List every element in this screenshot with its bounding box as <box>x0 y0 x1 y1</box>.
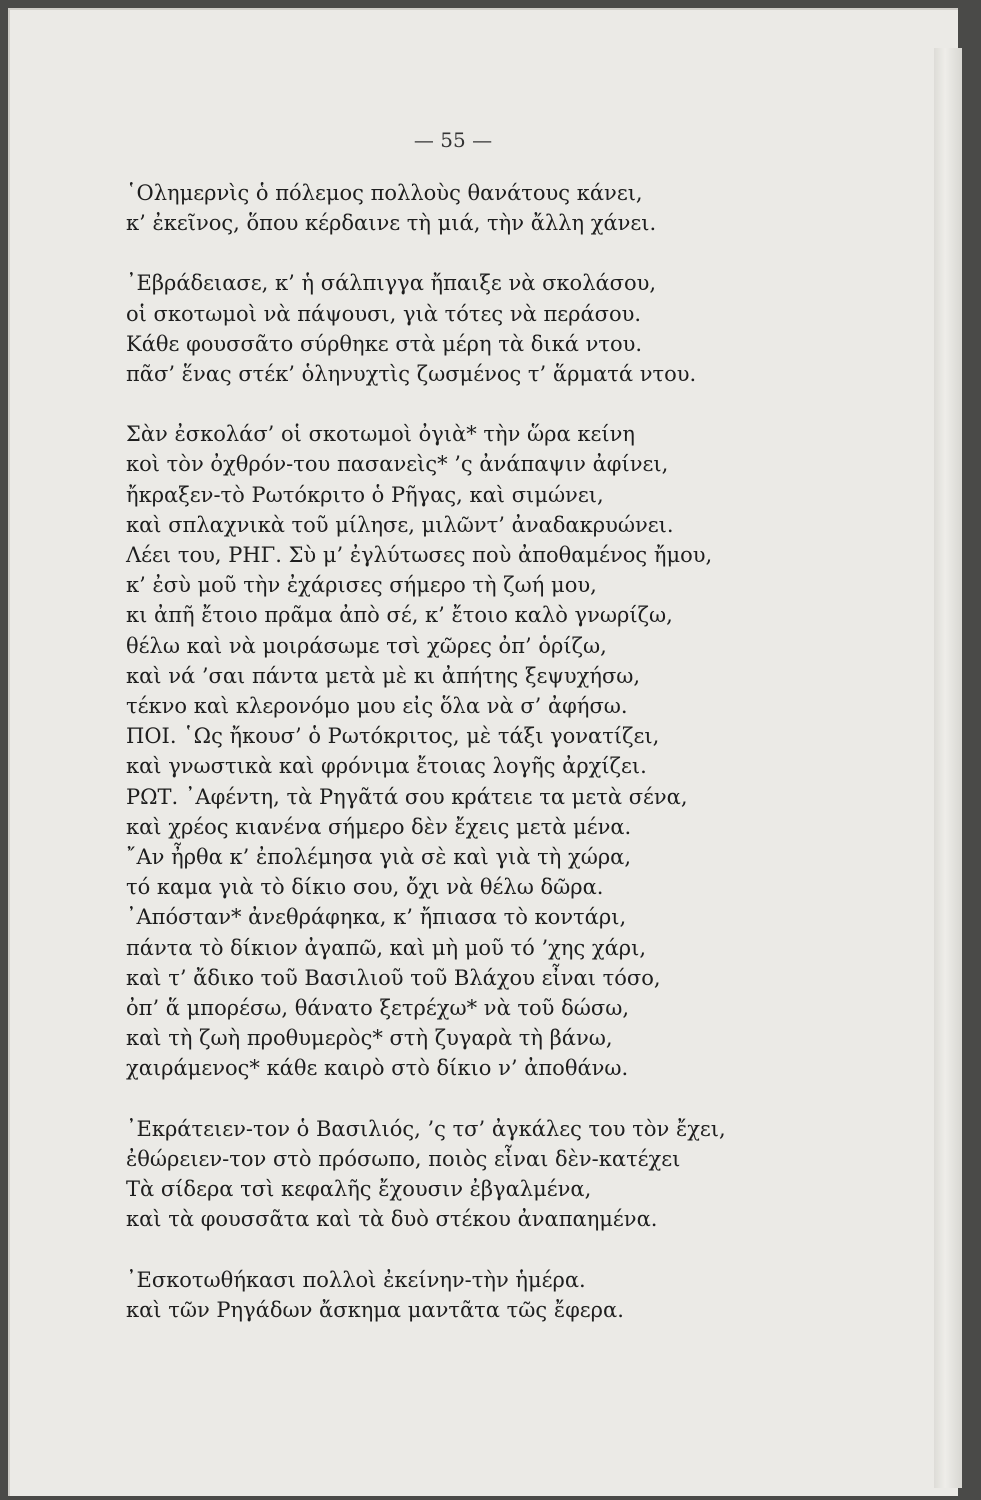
verse-line: Κάθε φουσσᾶτο σύρθηκε στὰ μέρη τὰ δικά ντου. <box>126 331 643 356</box>
verse-line: κοὶ τὸν ὀχθρόν-του πασανεὶς* ’ς ἀνάπαψιν ἀφίνει, <box>126 452 669 477</box>
verse-line: καὶ χρέος κιανένα σήμερο δὲν ἔχεις μετὰ μένα. <box>126 814 632 839</box>
verse-line: θέλω καὶ νὰ μοιράσωμε τσὶ χῶρες ὀπ’ ὁρίζω, <box>126 633 607 658</box>
verse-line: καὶ τὰ φουσσᾶτα καὶ τὰ δυὸ στέκου ἀναπαημένα. <box>126 1207 658 1232</box>
verse-line: καὶ τὴ ζωὴ προθυμερὸς* στὴ ζυγαρὰ τὴ βάνω, <box>126 1026 613 1051</box>
page-edge <box>934 48 962 1488</box>
verse-line: Τὰ σίδερα τσὶ κεφαλῆς ἔχουσιν ἐβγαλμένα, <box>126 1177 592 1202</box>
poem-text <box>126 178 846 1355</box>
verse-line: ᾿Εκράτειεν-τον ὁ Βασιλιός, ’ς τσ’ ἀγκάλες του τὸν ἔχει, <box>126 1116 726 1141</box>
book-page <box>8 8 958 1496</box>
verse-line: τέκνο καὶ κλερονόμο μου εἰς ὅλα νὰ σ’ ἀφήσω. <box>126 694 628 719</box>
verse-line: ᾿Απόσταν* ἀνεθράφηκα, κ’ ἤπιασα τὸ κοντάρι, <box>126 905 627 930</box>
verse-line: πάντα τὸ δίκιον ἀγαπῶ, καὶ μὴ μοῦ τό ’χης χάρι, <box>126 935 647 960</box>
verse-line: κ’ ἐκεῖνος, ὅπου κέρδαινε τὴ μιά, τὴν ἄλλη χάνει. <box>126 211 657 236</box>
verse-line: ἐθώρειεν-τον στὸ πρόσωπο, ποιὸς εἶναι δὲν-κατέχει <box>126 1146 681 1171</box>
verse-line: πᾶσ’ ἕνας στέκ’ ὁληνυχτὶς ζωσμένος τ’ ἅρματά ντου. <box>126 362 697 387</box>
verse-line: κ’ ἐσὺ μοῦ τὴν ἐχάρισες σήμερο τὴ ζωή μου, <box>126 573 597 598</box>
stanza <box>126 178 846 238</box>
verse-line: ῾Ολημερνὶς ὁ πόλεμος πολλοὺς θανάτους κάνει, <box>126 181 643 205</box>
stanza <box>126 419 846 1083</box>
verse-line: καὶ νά ’σαι πάντα μετὰ μὲ κι ἀπήτης ξεψυχήσω, <box>126 663 641 688</box>
verse-line: καὶ σπλαχνικὰ τοῦ μίλησε, μιλῶντ’ ἀναδακρυώνει. <box>126 512 674 537</box>
verse-line: ὀπ’ ἅ μπορέσω, θάνατο ξετρέχω* νὰ τοῦ δώσω, <box>126 996 630 1021</box>
verse-line: καὶ τ’ ἄδικο τοῦ Βασιλιοῦ τοῦ Βλάχου εἶναι τόσο, <box>126 965 661 990</box>
verse-line: ᾿Εβράδειασε, κ’ ἡ σάλπιγγα ἤπαιξε νὰ σκολάσου, <box>126 271 657 296</box>
verse-line: καὶ γνωστικὰ καὶ φρόνιμα ἔτοιας λογῆς ἀρχίζει. <box>126 754 647 779</box>
verse-line: Σὰν ἐσκολάσ’ οἱ σκοτωμοὶ ὀγιὰ* τὴν ὥρα κείνη <box>126 422 635 447</box>
stanza <box>126 1114 846 1235</box>
stanza <box>126 268 846 389</box>
verse-line: τό καμα γιὰ τὸ δίκιο σου, ὄχι νὰ θέλω δῶρα. <box>126 875 604 900</box>
verse-line: ἤκραξεν-τὸ Ρωτόκριτο ὁ Ρῆγας, καὶ σιμώνει, <box>126 482 604 507</box>
stanza <box>126 1265 846 1325</box>
page-number: — 55 — <box>413 128 493 152</box>
verse-line: ᾿Εσκοτωθήκασι πολλοὶ ἐκείνην-τὴν ἡμέρα. <box>126 1267 586 1292</box>
verse-line: ῎Αν ἦρθα κ’ ἐπολέμησα γιὰ σὲ καὶ γιὰ τὴ χώρα, <box>126 845 632 870</box>
verse-line: ΡΩΤ. ᾿Αφέντη, τὰ Ρηγᾶτά σου κράτειε τα μετὰ σένα, <box>126 784 688 809</box>
verse-line: Λέει του, ΡΗΓ. Σὺ μ’ ἐγλύτωσες ποὺ ἀποθαμένος ἤμου, <box>126 543 713 568</box>
verse-line: χαιράμενος* κάθε καιρὸ στὸ δίκιο ν’ ἀποθάνω. <box>126 1056 629 1081</box>
verse-line: κι ἀπῆ ἔτοιο πρᾶμα ἀπὸ σέ, κ’ ἔτοιο καλὸ γνωρίζω, <box>126 603 673 628</box>
verse-line: οἱ σκοτωμοὶ νὰ πάψουσι, γιὰ τότες νὰ περάσου. <box>126 301 642 326</box>
verse-line: ΠΟΙ. ῾Ως ἤκουσ’ ὁ Ρωτόκριτος, μὲ τάξι γονατίζει, <box>126 724 660 749</box>
verse-line: καὶ τῶν Ρηγάδων ἄσκημα μαντᾶτα τῶς ἔφερα. <box>126 1297 624 1322</box>
